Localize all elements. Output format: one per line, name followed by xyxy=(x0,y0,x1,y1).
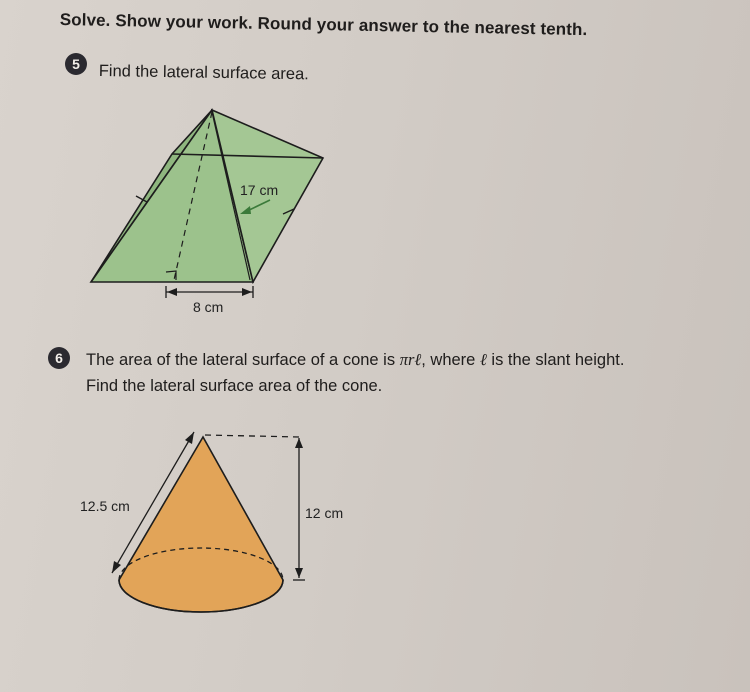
pyramid-figure xyxy=(91,110,323,298)
height-arrowhead-bottom xyxy=(295,568,303,578)
base-arrowhead-left xyxy=(167,288,177,296)
ell-symbol: ℓ xyxy=(479,350,487,369)
cone-body xyxy=(119,437,283,612)
problem-6-number-badge: 6 xyxy=(48,347,70,369)
base-arrowhead-right xyxy=(242,288,252,296)
problem-6-text-line2: Find the lateral surface area of the cone. xyxy=(86,377,383,395)
formula-pi-r-ell: πrℓ xyxy=(399,350,422,369)
problem-6-text xyxy=(86,347,624,399)
pyramid-base-label: 8 cm xyxy=(193,299,224,315)
slant-arrowhead-bottom xyxy=(112,561,121,573)
slant-arrowhead-top xyxy=(185,432,194,444)
problem-5-text: Find the lateral surface area. xyxy=(98,61,309,84)
cone-height-label: 12 cm xyxy=(305,505,344,521)
cone-figure xyxy=(112,432,305,612)
cone-slant-label: 12.5 cm xyxy=(80,498,130,514)
height-arrowhead-top xyxy=(295,438,303,448)
problem-6-text-pre: The area of the lateral surface of a cone is xyxy=(86,351,400,369)
problem-5-number-badge: 5 xyxy=(65,53,87,75)
cone-top-dashed-guide xyxy=(205,435,300,437)
problem-6-text-post: is the slant height. xyxy=(486,351,625,369)
problem-6-text-mid: , where xyxy=(421,351,480,369)
instructions-heading: Solve. Show your work. Round your answer to the nearest tenth. xyxy=(59,10,588,40)
pyramid-slant-label: 17 cm xyxy=(240,182,279,198)
